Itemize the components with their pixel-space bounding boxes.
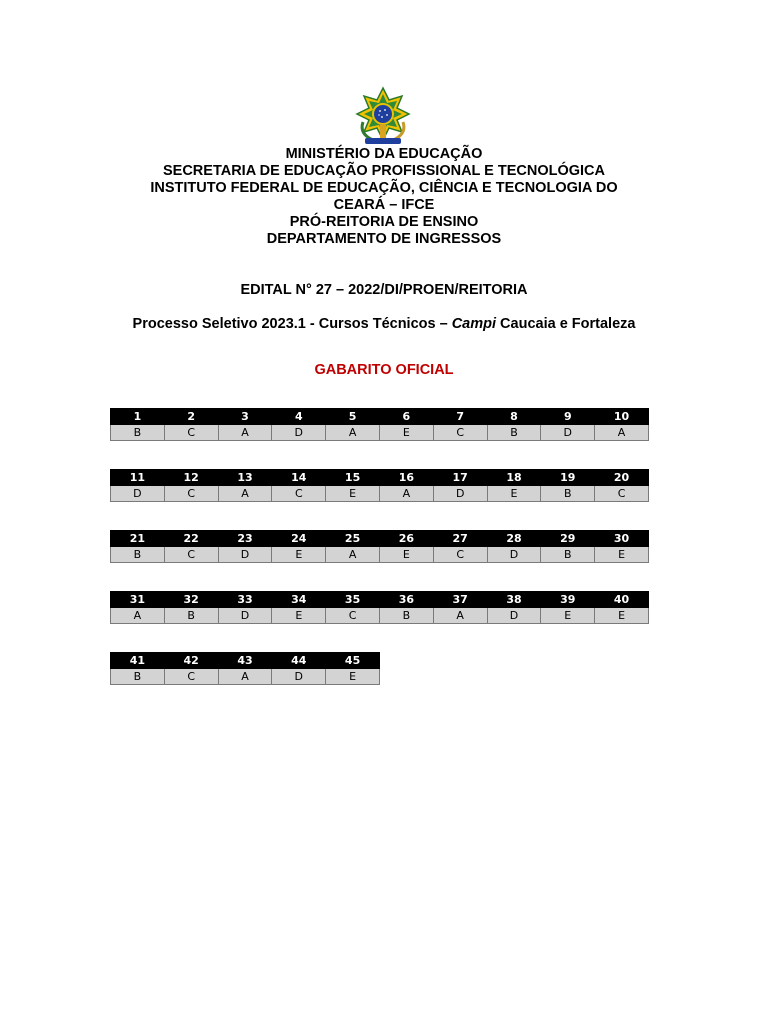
processo-italic: Campi	[451, 316, 497, 332]
question-number-cell: 34	[272, 592, 326, 608]
processo-prefix: Processo Seletivo 2023.1 - Cursos Técnicos –	[132, 316, 452, 332]
answer-row	[111, 486, 649, 502]
edital-title: EDITAL N° 27 – 2022/DI/PROEN/REITORIA	[240, 282, 528, 298]
question-number-cell: 37	[433, 592, 487, 608]
answer-table	[110, 408, 649, 441]
answer-cell: C	[433, 425, 487, 441]
question-number-cell: 31	[111, 592, 165, 608]
answer-key-tables	[110, 408, 658, 713]
question-number-cell: 42	[164, 653, 218, 669]
question-number-cell: 17	[433, 470, 487, 486]
processo-suffix: Caucaia e Fortaleza	[496, 316, 636, 332]
answer-cell: D	[541, 425, 595, 441]
answer-cell: C	[326, 608, 380, 624]
answer-cell: B	[541, 486, 595, 502]
answer-table	[110, 591, 649, 624]
question-number-cell: 35	[326, 592, 380, 608]
answer-cell: E	[272, 608, 326, 624]
header-line-secretariat: SECRETARIA DE EDUCAÇÃO PROFISSIONAL E TECNOLÓGICA	[162, 163, 605, 179]
question-number-cell: 28	[487, 531, 541, 547]
header-line-institute: INSTITUTO FEDERAL DE EDUCAÇÃO, CIÊNCIA E TECNOLOGIA DO	[150, 180, 618, 196]
answer-table	[110, 469, 649, 502]
answer-cell: C	[164, 425, 218, 441]
question-number-cell: 9	[541, 409, 595, 425]
question-number-cell: 24	[272, 531, 326, 547]
answer-cell: D	[272, 669, 326, 685]
question-number-cell: 18	[487, 470, 541, 486]
question-number-cell: 20	[595, 470, 649, 486]
question-number-row	[111, 409, 649, 425]
answer-cell: C	[433, 547, 487, 563]
answer-cell: D	[433, 486, 487, 502]
question-number-cell: 5	[326, 409, 380, 425]
question-number-row	[111, 531, 649, 547]
question-number-cell: 45	[326, 653, 380, 669]
answer-cell: E	[595, 608, 649, 624]
header-line-pro-rectorate: PRÓ-REITORIA DE ENSINO	[289, 214, 479, 230]
question-number-cell: 21	[111, 531, 165, 547]
question-number-row	[111, 470, 649, 486]
answer-cell: A	[326, 547, 380, 563]
answer-cell: A	[433, 608, 487, 624]
answer-cell: E	[326, 669, 380, 685]
question-number-row	[111, 592, 649, 608]
question-number-cell: 40	[595, 592, 649, 608]
answer-cell: A	[595, 425, 649, 441]
answer-cell: E	[272, 547, 326, 563]
answer-row	[111, 669, 380, 685]
question-number-cell: 39	[541, 592, 595, 608]
answer-row	[111, 608, 649, 624]
answer-cell: B	[379, 608, 433, 624]
question-number-cell: 44	[272, 653, 326, 669]
answer-cell: E	[379, 547, 433, 563]
question-number-cell: 12	[164, 470, 218, 486]
answer-cell: D	[218, 608, 272, 624]
answer-key-title: GABARITO OFICIAL	[314, 362, 454, 378]
answer-cell: A	[326, 425, 380, 441]
answer-cell: C	[164, 547, 218, 563]
question-number-cell: 41	[111, 653, 165, 669]
question-number-cell: 43	[218, 653, 272, 669]
answer-cell: A	[218, 486, 272, 502]
question-number-cell: 36	[379, 592, 433, 608]
answer-cell: D	[218, 547, 272, 563]
question-number-cell: 16	[379, 470, 433, 486]
answer-cell: E	[541, 608, 595, 624]
answer-cell: B	[111, 425, 165, 441]
answer-cell: E	[487, 486, 541, 502]
answer-cell: D	[111, 486, 165, 502]
question-number-cell: 15	[326, 470, 380, 486]
question-number-cell: 4	[272, 409, 326, 425]
processo-subtitle	[0, 315, 768, 333]
answer-cell: D	[487, 608, 541, 624]
question-number-cell: 27	[433, 531, 487, 547]
answer-cell: A	[218, 425, 272, 441]
question-number-cell: 1	[111, 409, 165, 425]
question-number-cell: 38	[487, 592, 541, 608]
question-number-cell: 3	[218, 409, 272, 425]
answer-cell: E	[379, 425, 433, 441]
answer-row	[111, 425, 649, 441]
answer-cell: E	[595, 547, 649, 563]
answer-cell: B	[487, 425, 541, 441]
question-number-cell: 8	[487, 409, 541, 425]
answer-cell: A	[379, 486, 433, 502]
question-number-cell: 26	[379, 531, 433, 547]
question-number-cell: 22	[164, 531, 218, 547]
question-number-cell: 13	[218, 470, 272, 486]
header-line-ministry: MINISTÉRIO DA EDUCAÇÃO	[285, 146, 483, 162]
question-number-cell: 32	[164, 592, 218, 608]
question-number-cell: 14	[272, 470, 326, 486]
answer-cell: B	[111, 547, 165, 563]
answer-cell: C	[164, 669, 218, 685]
answer-cell: D	[272, 425, 326, 441]
answer-table	[110, 652, 380, 685]
brazil-coat-of-arms-icon	[355, 86, 411, 146]
question-number-cell: 30	[595, 531, 649, 547]
header-line-department: DEPARTAMENTO DE INGRESSOS	[266, 231, 502, 247]
question-number-cell: 6	[379, 409, 433, 425]
answer-cell: B	[164, 608, 218, 624]
answer-cell: C	[272, 486, 326, 502]
question-number-cell: 33	[218, 592, 272, 608]
question-number-cell: 19	[541, 470, 595, 486]
answer-cell: B	[111, 669, 165, 685]
answer-table	[110, 530, 649, 563]
answer-cell: C	[164, 486, 218, 502]
question-number-cell: 25	[326, 531, 380, 547]
question-number-cell: 10	[595, 409, 649, 425]
answer-cell: A	[111, 608, 165, 624]
answer-cell: E	[326, 486, 380, 502]
header-line-state: CEARÁ – IFCE	[333, 197, 435, 213]
answer-row	[111, 547, 649, 563]
institution-header	[0, 146, 768, 248]
answer-cell: A	[218, 669, 272, 685]
question-number-cell: 2	[164, 409, 218, 425]
answer-cell: B	[541, 547, 595, 563]
question-number-cell: 7	[433, 409, 487, 425]
question-number-cell: 11	[111, 470, 165, 486]
question-number-row	[111, 653, 380, 669]
question-number-cell: 23	[218, 531, 272, 547]
question-number-cell: 29	[541, 531, 595, 547]
answer-cell: D	[487, 547, 541, 563]
answer-cell: C	[595, 486, 649, 502]
